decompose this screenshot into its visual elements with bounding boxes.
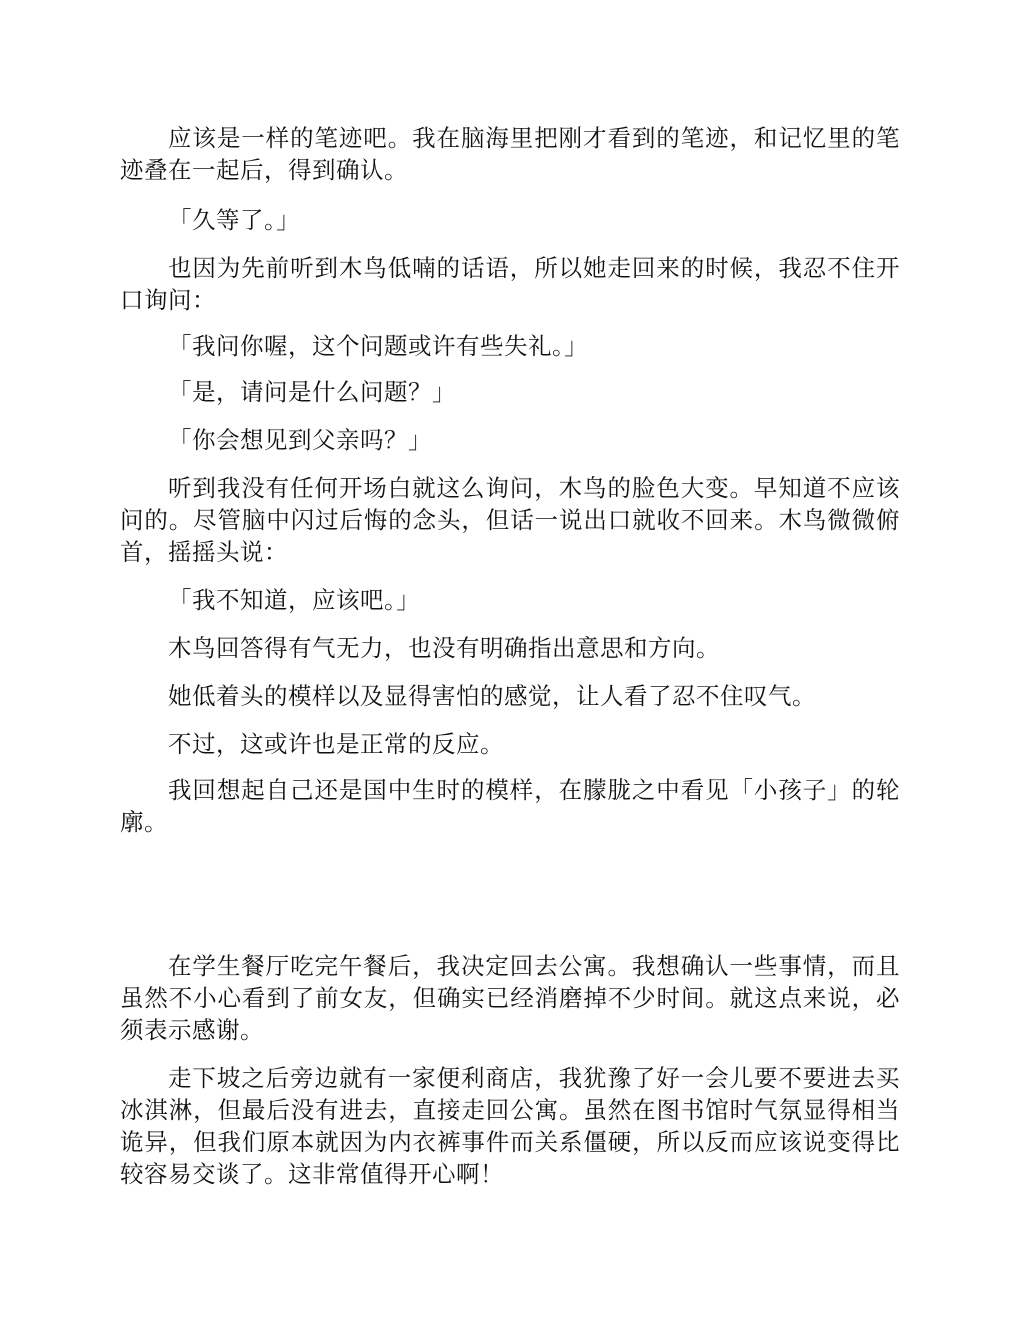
paragraph-11: 不过，这或许也是正常的反应。 bbox=[168, 730, 504, 758]
paragraph-9: 木鸟回答得有气无力，也没有明确指出意思和方向。 bbox=[168, 634, 720, 662]
paragraph-13: 在学生餐厅吃完午餐后，我决定回去公寓。我想确认一些事情，而且虽然不小心看到了前女友，但确实已经消磨掉不少时间。就这点来说，必须表示感谢。 bbox=[120, 952, 900, 1044]
paragraph-7: 听到我没有任何开场白就这么询问，木鸟的脸色大变。早知道不应该问的。尽管脑中闪过后悔的念头，但话一说出口就收不回来。木鸟微微俯首，摇摇头说： bbox=[120, 474, 900, 566]
paragraph-5: 「是，请问是什么问题？」 bbox=[168, 378, 456, 406]
paragraph-2: 「久等了。」 bbox=[168, 206, 301, 234]
paragraph-1: 应该是一样的笔迹吧。我在脑海里把刚才看到的笔迹，和记忆里的笔迹叠在一起后，得到确认。 bbox=[120, 124, 900, 184]
paragraph-12: 我回想起自己还是国中生时的模样，在朦胧之中看见「小孩子」的轮廓。 bbox=[120, 776, 900, 836]
paragraph-4: 「我问你喔，这个问题或许有些失礼。」 bbox=[168, 332, 589, 360]
paragraph-6: 「你会想见到父亲吗？」 bbox=[168, 426, 432, 454]
paragraph-3: 也因为先前听到木鸟低喃的话语，所以她走回来的时候，我忍不住开口询问： bbox=[120, 254, 900, 314]
paragraph-10: 她低着头的模样以及显得害怕的感觉，让人看了忍不住叹气。 bbox=[168, 682, 816, 710]
paragraph-14: 走下坡之后旁边就有一家便利商店，我犹豫了好一会儿要不要进去买冰淇淋，但最后没有进去，直接走回公寓。虽然在图书馆时气氛显得相当诡异，但我们原本就因为内衣裤事件而关系僵硬，所以反而应该说变得比较容易交谈了。这非常值得开心啊！ bbox=[120, 1064, 900, 1188]
paragraph-8: 「我不知道，应该吧。」 bbox=[168, 586, 421, 614]
